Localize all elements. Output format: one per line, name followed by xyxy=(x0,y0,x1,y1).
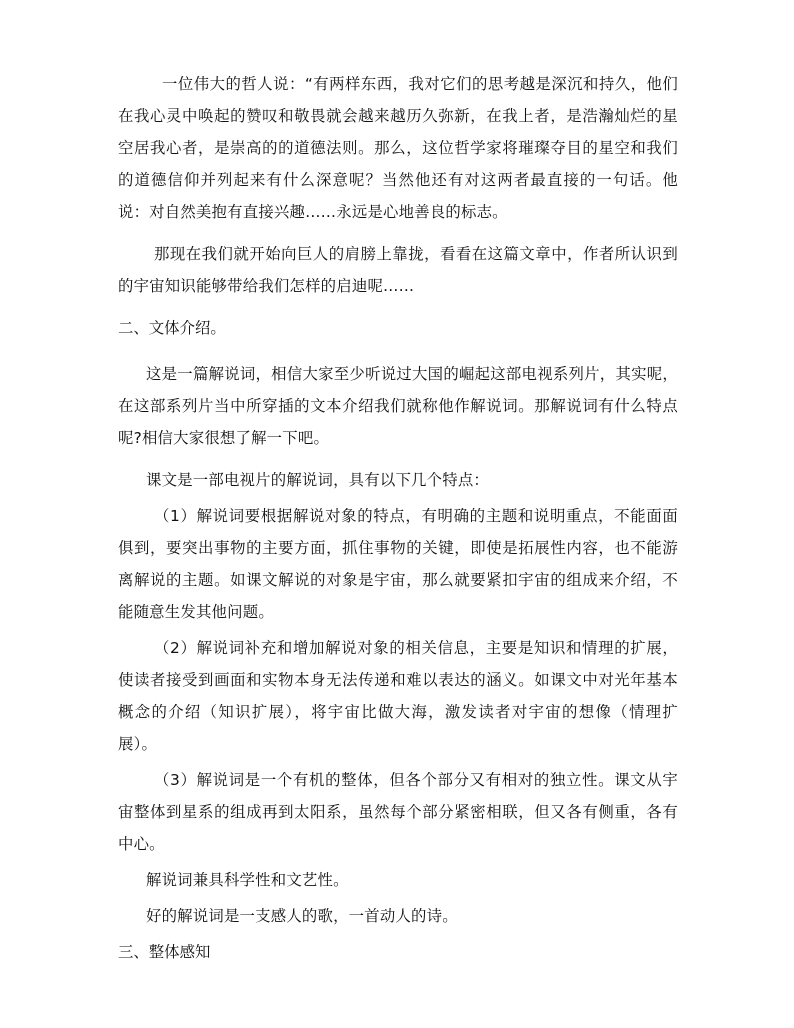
paragraph-science-and-art: 解说词兼具科学性和文艺性。 xyxy=(146,871,349,889)
paragraph-song-and-poem: 好的解说词是一支感人的歌，一首动人的诗。 xyxy=(146,907,458,925)
paragraph-philosopher-quote: 一位伟大的哲人说：“有两样东西，我对它们的思考越是深沉和持久，他们在我心灵中唤起的赞叹和敬畏就会越来越历久弥新，在我上者，是浩瀚灿烂的星空居我心者，是崇高的的道德法则。那么，这位哲学家将璀璨夺目的星空和我们的道德信仰并列起来有什么深意呢？当然他还有对这两者最直接的一句话。他说：对自然美抱有直接兴趣……永远是心地善良的标志。 xyxy=(118,75,678,221)
paragraph-giants-shoulders: 那现在我们就开始向巨人的肩膀上靠拢，看看在这篇文章中，作者所认识到的宇宙知识能够带给我们怎样的启迪呢…… xyxy=(118,245,678,295)
section-heading-genre-intro: 二、文体介绍。 xyxy=(118,319,226,337)
paragraph-features-lead: 课文是一部电视片的解说词，具有以下几个特点： xyxy=(146,471,489,489)
document-body xyxy=(118,68,678,968)
section-heading-overall-perception: 三、整体感知 xyxy=(118,943,211,961)
paragraph-feature-1: （1）解说词要根据解说对象的特点，有明确的主题和说明重点，不能面面俱到，要突出事物的主要方面，抓住事物的关键，即使是拓展性内容，也不能游离解说的主题。如课文解说的对象是宇宙，那么就要紧扣宇宙的组成来介绍，不能随意生发其他问题。 xyxy=(118,507,678,621)
paragraph-feature-3: （3）解说词是一个有机的整体，但各个部分又有相对的独立性。课文从宇宙整体到星系的组成再到太阳系，虽然每个部分紧密相联，但又各有侧重，各有中心。 xyxy=(118,771,678,853)
paragraph-commentary-intro: 这是一篇解说词，相信大家至少听说过大国的崛起这部电视系列片，其实呢，在这部系列片当中所穿插的文本介绍我们就称他作解说词。那解说词有什么特点呢?相信大家很想了解一下吧。 xyxy=(118,365,678,447)
paragraph-feature-2: （2）解说词补充和增加解说对象的相关信息，主要是知识和情理的扩展，使读者接受到画面和实物本身无法传递和难以表达的涵义。如课文中对光年基本概念的介绍（知识扩展），将宇宙比做大海，激发读者对宇宙的想像（情理扩展）。 xyxy=(118,639,678,753)
